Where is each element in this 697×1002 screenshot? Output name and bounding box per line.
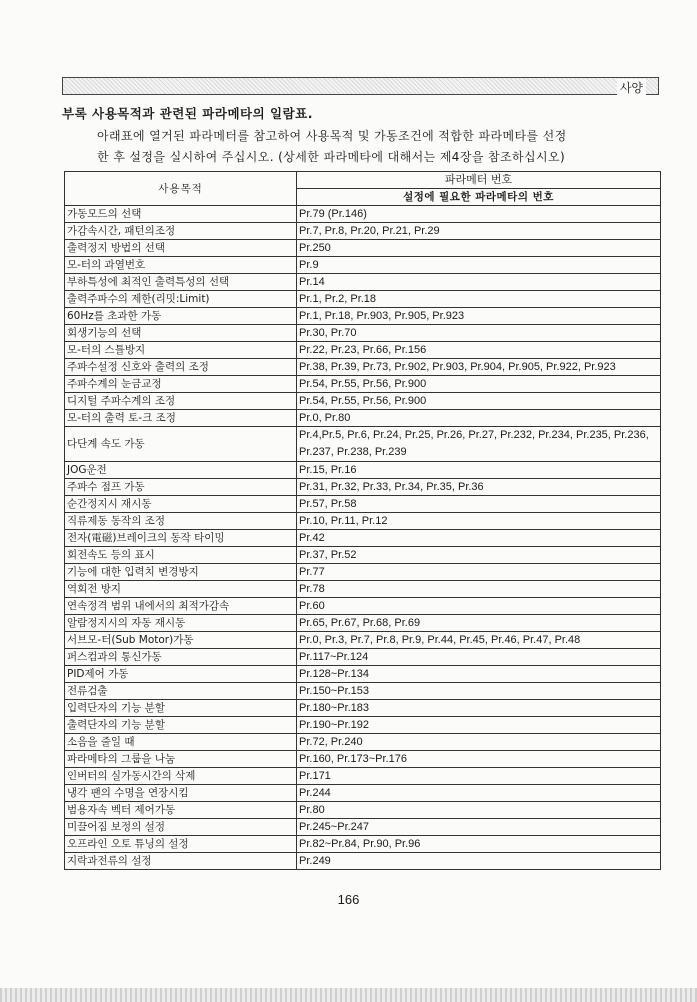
param-cell: Pr.245~Pr.247 [297,819,661,836]
param-cell: Pr.0, Pr.3, Pr.7, Pr.8, Pr.9, Pr.44, Pr.45, Pr.46, Pr.47, Pr.48 [297,632,661,649]
table-row [65,206,661,223]
param-cell: Pr.117~Pr.124 [297,649,661,666]
param-cell: Pr.80 [297,802,661,819]
param-cell: Pr.30, Pr.70 [297,325,661,342]
table-row [65,342,661,359]
table-row [65,819,661,836]
purpose-cell: 주파수 점프 가동 [65,479,297,496]
param-cell: Pr.171 [297,768,661,785]
table-row [65,308,661,325]
purpose-cell: 주파수설정 신호와 출력의 조정 [65,359,297,376]
param-cell: Pr.4,Pr.5, Pr.6, Pr.24, Pr.25, Pr.26, Pr.27, Pr.232, Pr.234, Pr.235, Pr.236, Pr.237, Pr.238, Pr.239 [297,427,661,462]
param-cell: Pr.250 [297,240,661,257]
purpose-cell: 가동모드의 선택 [65,206,297,223]
purpose-cell: 기능에 대한 입력치 변경방지 [65,564,297,581]
purpose-cell: 주파수계의 눈금교정 [65,376,297,393]
purpose-cell: 연속정격 범위 내에서의 최적가감속 [65,598,297,615]
scan-edge-strip [0,988,697,1002]
param-cell: Pr.22, Pr.23, Pr.66, Pr.156 [297,342,661,359]
param-cell: Pr.150~Pr.153 [297,683,661,700]
table-body [65,206,661,870]
column-header-purpose: 사용목적 [65,172,297,206]
table-row [65,325,661,342]
purpose-cell: 모-터의 스틀방지 [65,342,297,359]
param-cell: Pr.9 [297,257,661,274]
param-cell: Pr.244 [297,785,661,802]
purpose-cell: 부하특성에 최적인 출력특성의 선택 [65,274,297,291]
column-header-param: 파라메터 번호 [297,172,661,189]
parameter-table [64,171,661,870]
table-row [65,802,661,819]
param-cell: Pr.82~Pr.84, Pr.90, Pr.96 [297,836,661,853]
table-row [65,427,661,462]
purpose-cell: 직류제동 동작의 조정 [65,513,297,530]
table-row [65,666,661,683]
purpose-cell: 순간정지시 재시동 [65,496,297,513]
param-cell: Pr.42 [297,530,661,547]
purpose-cell: 모-터의 과열번호 [65,257,297,274]
intro-line-2: 한 후 설정을 실시하여 주십시오. (상세한 파라메타에 대해서는 제4장을 참조하십시오) [97,150,566,164]
table-row [65,530,661,547]
param-cell: Pr.31, Pr.32, Pr.33, Pr.34, Pr.35, Pr.36 [297,479,661,496]
table-row [65,291,661,308]
purpose-cell: 60Hz를 초과한 가동 [65,308,297,325]
purpose-cell: 입력단자의 기능 분할 [65,700,297,717]
purpose-cell: 역회전 방지 [65,581,297,598]
purpose-cell: 인버터의 실가동시간의 삭제 [65,768,297,785]
table-row [65,785,661,802]
purpose-cell: 회생기능의 선택 [65,325,297,342]
purpose-cell: 퍼스컴과의 통신가동 [65,649,297,666]
param-cell: Pr.1, Pr.18, Pr.903, Pr.905, Pr.923 [297,308,661,325]
param-cell: Pr.77 [297,564,661,581]
purpose-cell: PID제어 가동 [65,666,297,683]
table-row [65,598,661,615]
table-row [65,615,661,632]
param-cell: Pr.72, Pr.240 [297,734,661,751]
param-cell: Pr.38, Pr.39, Pr.73, Pr.902, Pr.903, Pr.904, Pr.905, Pr.922, Pr.923 [297,359,661,376]
param-cell: Pr.7, Pr.8, Pr.20, Pr.21, Pr.29 [297,223,661,240]
param-cell: Pr.37, Pr.52 [297,547,661,564]
purpose-cell: 다단계 속도 가동 [65,427,297,462]
table-row [65,376,661,393]
param-cell: Pr.79 (Pr.146) [297,206,661,223]
param-cell: Pr.78 [297,581,661,598]
table-row [65,632,661,649]
table-row [65,700,661,717]
purpose-cell: 전자(電磁)브레이크의 동작 타이밍 [65,530,297,547]
table-row [65,410,661,427]
table-row [65,768,661,785]
purpose-cell: 디지털 주파수계의 조정 [65,393,297,410]
table-row [65,462,661,479]
intro-line-1: 아래표에 열거된 파라메터를 참고하여 사용목적 및 가동조건에 적합한 파라메타를 선정 [97,129,567,143]
table-row [65,683,661,700]
table-row [65,223,661,240]
table-row [65,240,661,257]
table-row [65,274,661,291]
purpose-cell: 전류검출 [65,683,297,700]
purpose-cell: 범용자속 벡터 제어가동 [65,802,297,819]
table-row [65,496,661,513]
param-cell: Pr.15, Pr.16 [297,462,661,479]
param-cell: Pr.54, Pr.55, Pr.56, Pr.900 [297,376,661,393]
param-cell: Pr.65, Pr.67, Pr.68, Pr.69 [297,615,661,632]
purpose-cell: 회전속도 등의 표시 [65,547,297,564]
param-cell: Pr.10, Pr.11, Pr.12 [297,513,661,530]
table-row [65,547,661,564]
param-cell: Pr.249 [297,853,661,870]
table-row [65,734,661,751]
purpose-cell: 출력단자의 기능 분할 [65,717,297,734]
purpose-cell: 알람정지시의 자동 재시동 [65,615,297,632]
purpose-cell: 파라메타의 그룹을 나눔 [65,751,297,768]
table-row [65,359,661,376]
param-cell: Pr.190~Pr.192 [297,717,661,734]
purpose-cell: 모-터의 출력 토-크 조정 [65,410,297,427]
table-row [65,393,661,410]
param-cell: Pr.57, Pr.58 [297,496,661,513]
table-row [65,479,661,496]
param-cell: Pr.60 [297,598,661,615]
param-cell: Pr.0, Pr.80 [297,410,661,427]
page-title: 부록 사용목적과 관련된 파라메타의 일람표. [62,106,314,121]
table-row [65,751,661,768]
param-cell: Pr.160, Pr.173~Pr.176 [297,751,661,768]
table-row [65,581,661,598]
purpose-cell: 냉각 팬의 수명을 연장시킴 [65,785,297,802]
column-header-param-sub: 설정에 필요한 파라메타의 번호 [297,189,661,206]
purpose-cell: 출력정지 방법의 선택 [65,240,297,257]
table-row [65,649,661,666]
purpose-cell: 소음을 줄일 때 [65,734,297,751]
purpose-cell: 출력주파수의 제한(리밋:Limit) [65,291,297,308]
table-row [65,564,661,581]
param-cell: Pr.180~Pr.183 [297,700,661,717]
purpose-cell: 서브모-터(Sub Motor)가동 [65,632,297,649]
purpose-cell: 가감속시간, 패턴의조정 [65,223,297,240]
param-cell: Pr.1, Pr.2, Pr.18 [297,291,661,308]
table-row [65,853,661,870]
section-header-bar [62,77,659,95]
param-cell: Pr.128~Pr.134 [297,666,661,683]
param-cell: Pr.14 [297,274,661,291]
purpose-cell: JOG운전 [65,462,297,479]
purpose-cell: 오프라인 오토 튜닝의 설정 [65,836,297,853]
purpose-cell: 미끌어짐 보정의 설정 [65,819,297,836]
table-row [65,836,661,853]
page-number: 166 [337,892,360,907]
param-cell: Pr.54, Pr.55, Pr.56, Pr.900 [297,393,661,410]
purpose-cell: 지락과전류의 설정 [65,853,297,870]
section-label: 사양 [617,79,646,96]
table-row [65,513,661,530]
table-row [65,717,661,734]
table-row [65,257,661,274]
